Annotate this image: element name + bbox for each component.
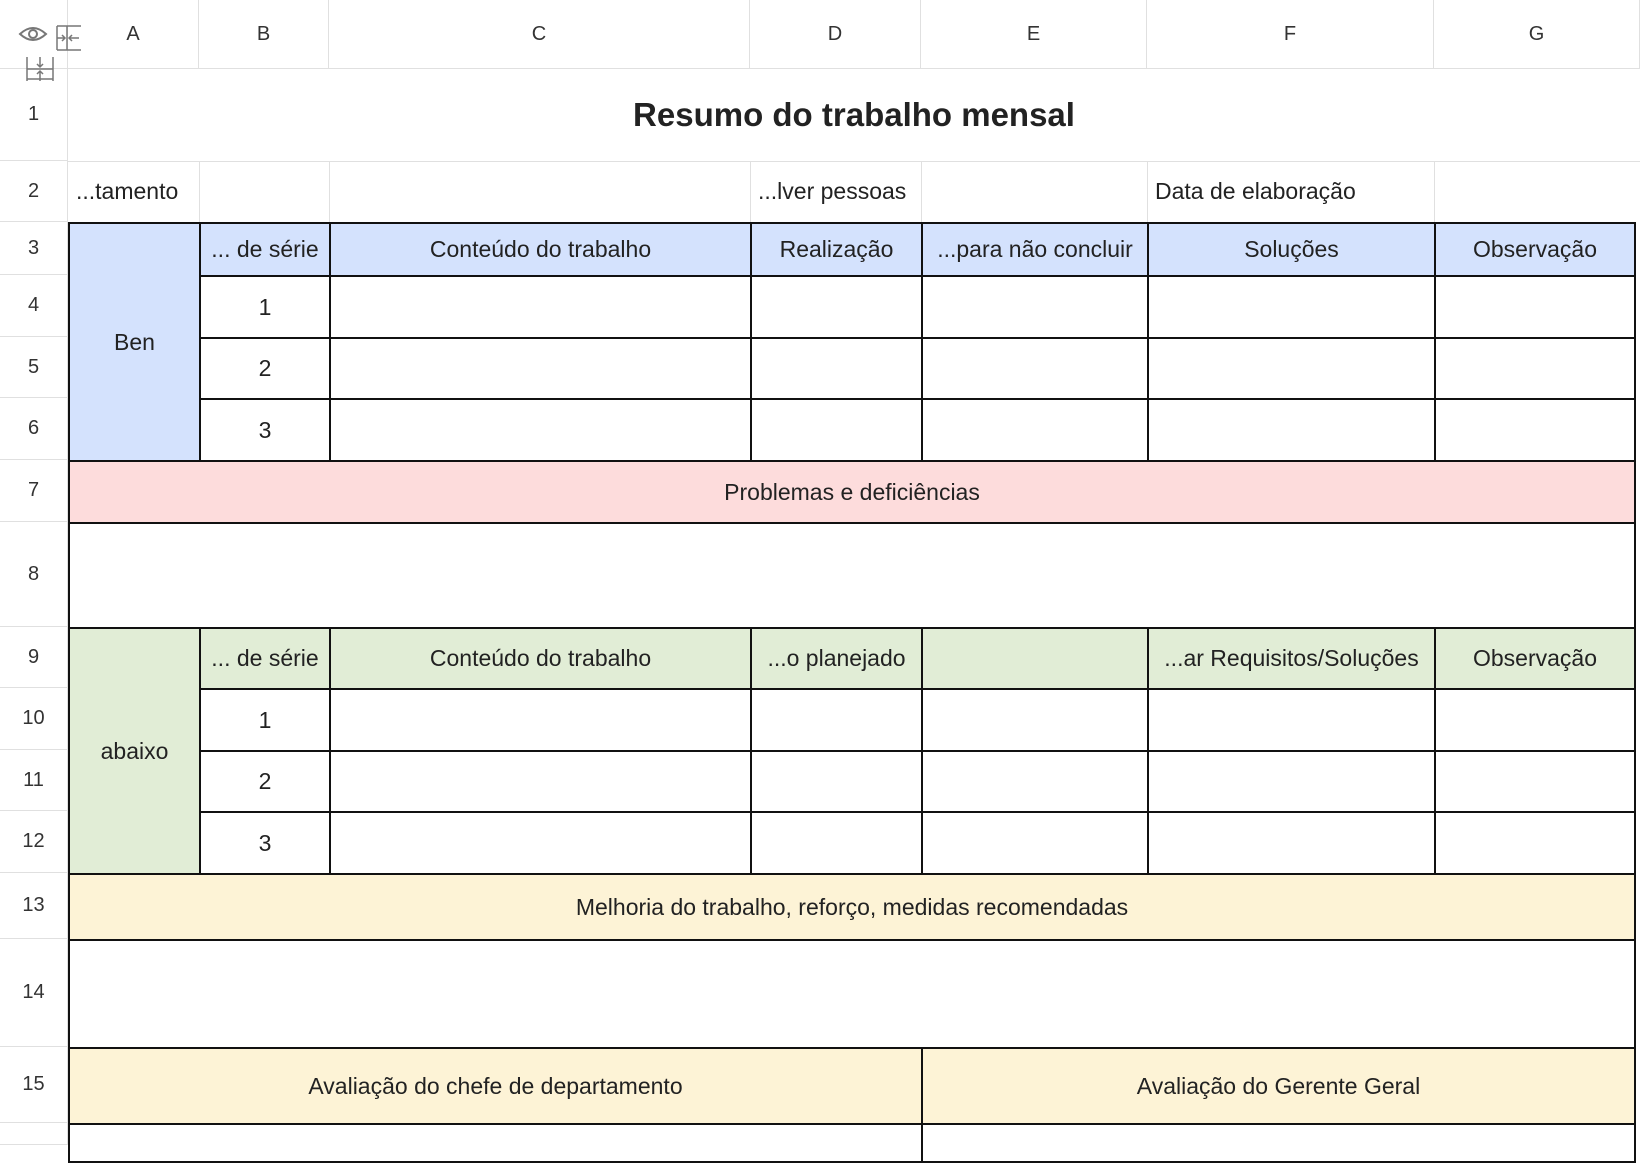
row-header-3[interactable]: 3 xyxy=(0,222,68,275)
gridline xyxy=(1434,161,1435,222)
people-involved-label[interactable]: ...lver pessoas xyxy=(758,178,907,204)
row-header-4[interactable]: 4 xyxy=(0,275,68,337)
section2-header-planned[interactable]: ...o planejado xyxy=(750,627,923,690)
column-header-e[interactable]: E xyxy=(921,0,1147,69)
table-cell[interactable] xyxy=(1147,750,1436,813)
section1-header-reason[interactable]: ...para não concluir xyxy=(921,222,1149,277)
section2-row2-number[interactable]: 2 xyxy=(199,750,331,813)
column-header-g[interactable]: G xyxy=(1434,0,1640,69)
table-cell[interactable] xyxy=(921,275,1149,339)
table-cell[interactable] xyxy=(750,688,923,752)
problems-content[interactable] xyxy=(68,522,1636,629)
column-header-b[interactable]: B xyxy=(199,0,329,69)
table-cell[interactable] xyxy=(1434,337,1636,400)
table-cell[interactable] xyxy=(1147,811,1436,875)
section1-header-solutions[interactable]: Soluções xyxy=(1147,222,1436,277)
sheet-title[interactable]: Resumo do trabalho mensal xyxy=(633,96,1075,133)
section1-row1-number[interactable]: 1 xyxy=(199,275,331,339)
table-cell[interactable] xyxy=(329,750,752,813)
department-head-evaluation-content[interactable] xyxy=(68,1123,923,1163)
section2-header-observation[interactable]: Observação xyxy=(1434,627,1636,690)
table-cell[interactable] xyxy=(921,398,1149,462)
row-header-14[interactable]: 14 xyxy=(0,939,68,1047)
table-cell[interactable] xyxy=(1434,811,1636,875)
section1-label[interactable]: Ben xyxy=(68,222,201,462)
row-header-1[interactable]: 1 xyxy=(0,69,68,161)
section2-label[interactable]: abaixo xyxy=(68,627,201,875)
table-cell[interactable] xyxy=(1147,688,1436,752)
row-header-15[interactable]: 15 xyxy=(0,1047,68,1123)
general-manager-evaluation-content[interactable] xyxy=(921,1123,1636,1163)
table-cell[interactable] xyxy=(329,688,752,752)
table-cell[interactable] xyxy=(1147,275,1436,339)
table-cell[interactable] xyxy=(1147,337,1436,400)
department-head-evaluation[interactable]: Avaliação do chefe de departamento xyxy=(68,1047,923,1125)
gridline xyxy=(921,161,922,222)
row-header-16[interactable] xyxy=(0,1123,68,1145)
table-cell[interactable] xyxy=(750,811,923,875)
column-header-d[interactable]: D xyxy=(750,0,921,69)
table-cell[interactable] xyxy=(750,750,923,813)
row-header-12[interactable]: 12 xyxy=(0,811,68,873)
row-header-11[interactable]: 11 xyxy=(0,750,68,811)
section2-row3-number[interactable]: 3 xyxy=(199,811,331,875)
table-cell[interactable] xyxy=(1434,398,1636,462)
table-cell[interactable] xyxy=(329,337,752,400)
table-cell[interactable] xyxy=(921,337,1149,400)
eye-icon[interactable] xyxy=(18,24,48,44)
row-header-9[interactable]: 9 xyxy=(0,627,68,688)
problems-header[interactable]: Problemas e deficiências xyxy=(68,460,1636,524)
section2-header-empty[interactable] xyxy=(921,627,1149,690)
improvement-header[interactable]: Melhoria do trabalho, reforço, medidas recomendadas xyxy=(68,873,1636,941)
gridline xyxy=(199,161,200,222)
table-cell[interactable] xyxy=(329,398,752,462)
table-cell[interactable] xyxy=(1147,398,1436,462)
table-cell[interactable] xyxy=(921,750,1149,813)
row-header-5[interactable]: 5 xyxy=(0,337,68,398)
section2-header-content[interactable]: Conteúdo do trabalho xyxy=(329,627,752,690)
preparation-date-label[interactable]: Data de elaboração xyxy=(1155,178,1356,204)
row-header-2[interactable]: 2 xyxy=(0,161,68,222)
department-label[interactable]: ...tamento xyxy=(76,178,179,204)
row-header-10[interactable]: 10 xyxy=(0,688,68,750)
general-manager-evaluation[interactable]: Avaliação do Gerente Geral xyxy=(921,1047,1636,1125)
section1-row3-number[interactable]: 3 xyxy=(199,398,331,462)
section1-row2-number[interactable]: 2 xyxy=(199,337,331,400)
gridline xyxy=(329,161,330,222)
section1-header-series[interactable]: ... de série xyxy=(199,222,331,277)
section2-row1-number[interactable]: 1 xyxy=(199,688,331,752)
row-header-13[interactable]: 13 xyxy=(0,873,68,939)
section2-header-series[interactable]: ... de série xyxy=(199,627,331,690)
table-cell[interactable] xyxy=(750,398,923,462)
table-cell[interactable] xyxy=(1434,275,1636,339)
column-header-c[interactable]: C xyxy=(329,0,750,69)
column-header-f[interactable]: F xyxy=(1147,0,1434,69)
table-cell[interactable] xyxy=(921,688,1149,752)
table-cell[interactable] xyxy=(750,275,923,339)
section1-header-observation[interactable]: Observação xyxy=(1434,222,1636,277)
section2-header-requirements[interactable]: ...ar Requisitos/Soluções xyxy=(1147,627,1436,690)
table-cell[interactable] xyxy=(329,811,752,875)
table-cell[interactable] xyxy=(1434,750,1636,813)
improvement-content[interactable] xyxy=(68,939,1636,1049)
table-cell[interactable] xyxy=(921,811,1149,875)
section1-header-content[interactable]: Conteúdo do trabalho xyxy=(329,222,752,277)
row-header-7[interactable]: 7 xyxy=(0,460,68,522)
table-cell[interactable] xyxy=(1434,688,1636,752)
table-cell[interactable] xyxy=(750,337,923,400)
column-header-a[interactable]: A xyxy=(68,0,199,69)
row-header-8[interactable]: 8 xyxy=(0,522,68,627)
section1-header-realization[interactable]: Realização xyxy=(750,222,923,277)
row-header-6[interactable]: 6 xyxy=(0,398,68,460)
table-cell[interactable] xyxy=(329,275,752,339)
